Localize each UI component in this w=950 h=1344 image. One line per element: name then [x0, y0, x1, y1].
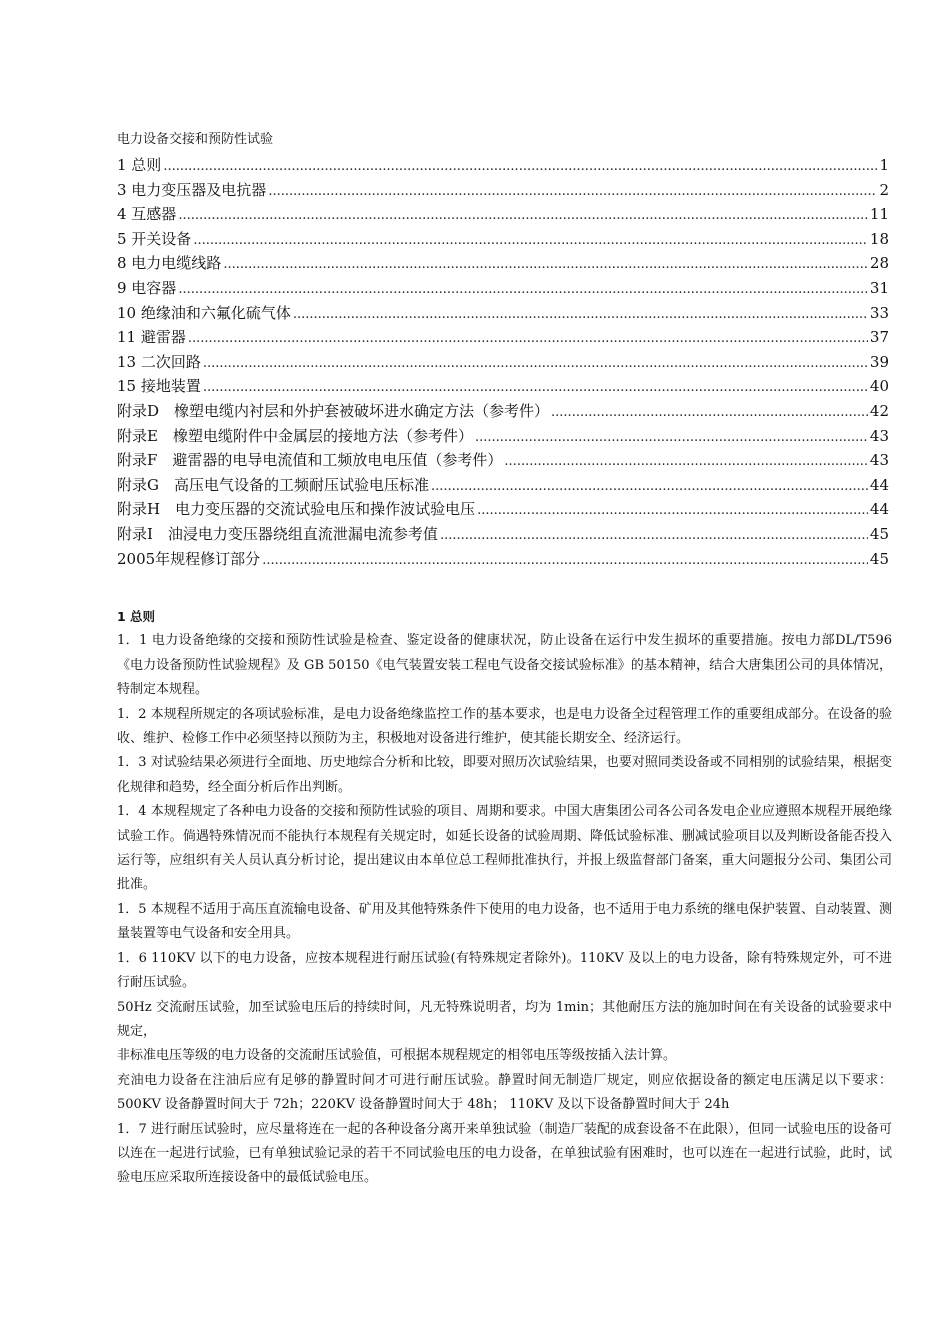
toc-entry[interactable]: [117, 178, 889, 203]
toc-entry[interactable]: [117, 350, 889, 375]
toc-entry-page: 43: [869, 451, 889, 470]
toc-entry-label: 附录F 避雷器的电导电流值和工频放电电压值（参考件）: [117, 451, 503, 470]
toc-entry-label: 3 电力变压器及电抗器: [117, 180, 267, 199]
document-title: 电力设备交接和预防性试验: [117, 132, 274, 147]
toc-leader-dots: [477, 499, 868, 523]
toc-entry-page: 44: [869, 500, 889, 519]
toc-entry-page: 43: [869, 426, 889, 445]
toc-leader-dots: [203, 352, 868, 376]
toc-entry-label: 8 电力电缆线路: [117, 254, 222, 273]
toc-entry[interactable]: [117, 325, 889, 350]
toc-leader-dots: [262, 549, 868, 573]
toc-entry[interactable]: [117, 547, 889, 572]
toc-entry-label: 附录I 油浸电力变压器绕组直流泄漏电流参考值: [117, 524, 438, 543]
toc-leader-dots: [178, 204, 868, 228]
toc-entry-page: 31: [869, 278, 889, 297]
body-paragraph: 非标准电压等级的电力设备的交流耐压试验值，可根据本规程规定的相邻电压等级按插入法计算。: [117, 1048, 677, 1064]
toc-entry-label: 15 接地装置: [117, 377, 201, 396]
toc-entry-label: 附录G 高压电气设备的工频耐压试验电压标准: [117, 475, 429, 494]
toc-entry-page: 11: [869, 205, 889, 224]
toc-leader-dots: [178, 278, 868, 302]
body-paragraph: 1．7 进行耐压试验时，应尽量将连在一起的各种设备分离开来单独试验（制造厂装配的成套设备不在此限），但同一试验电压的设备可以连在一起进行试验，已有单独试验记录的若干不同试验电压的电力设备，在单独试验有困难时，也可以连在一起进行试验，此时，试验电压应采取所连接设备中的最低试验电压。: [117, 1121, 892, 1186]
toc-entry[interactable]: [117, 202, 889, 227]
toc-leader-dots: [440, 524, 868, 548]
toc-entry-label: 10 绝缘油和六氟化硫气体: [117, 303, 291, 322]
section-body: [117, 605, 892, 1191]
toc-entry[interactable]: [117, 473, 889, 498]
toc-entry-page: 18: [869, 229, 889, 248]
toc-entry-page: 39: [869, 352, 889, 371]
toc-leader-dots: [293, 303, 868, 327]
body-paragraph: 1．3 对试验结果必须进行全面地、历史地综合分析和比较，即要对照历次试验结果，也要对照同类设备或不同相别的试验结果，根据变化规律和趋势，经全面分析后作出判断。: [117, 755, 892, 795]
toc-entry-page: 2: [879, 180, 889, 199]
toc-entry[interactable]: [117, 276, 889, 301]
body-paragraph: 1．1 电力设备绝缘的交接和预防性试验是检查、鉴定设备的健康状况，防止设备在运行中发生损坏的重要措施。按电力部DL/T596《电力设备预防性试验规程》及 GB 50150《电气装置安装工程电气设备交接试验标准》的基本精神，结合大唐集团公司的具体情况，特制定本规程。: [117, 633, 892, 698]
toc-entry-label: 附录H 电力变压器的交流试验电压和操作波试验电压: [117, 500, 476, 519]
toc-entry[interactable]: [117, 399, 889, 424]
table-of-contents: [117, 153, 889, 571]
toc-entry-label: 4 互感器: [117, 205, 177, 224]
toc-entry-page: 33: [869, 303, 889, 322]
toc-leader-dots: [188, 327, 868, 351]
toc-entry-page: 40: [869, 377, 889, 396]
paragraph-list: [117, 629, 892, 1190]
toc-entry-label: 1 总则: [117, 156, 162, 174]
toc-entry[interactable]: [117, 522, 889, 547]
body-paragraph: 1．6 110KV 以下的电力设备，应按本规程进行耐压试验(有特殊规定者除外)。110KV 及以上的电力设备，除有特殊规定外，可不进行耐压试验。: [117, 950, 892, 991]
toc-entry-page: 45: [869, 549, 889, 568]
body-paragraph: 1．4 本规程规定了各种电力设备的交接和预防性试验的项目、周期和要求。中国大唐集团公司各公司各发电企业应遵照本规程开展绝缘试验工作。倘遇特殊情况而不能执行本规程有关规定时，如延长设备的试验周期、降低试验标准、删减试验项目以及判断设备能否投入运行等，应组织有关人员认真分析讨论，提出建议由本单位总工程师批准执行，并报上级监督部门备案，重大问题报分公司、集团公司批准。: [117, 804, 892, 893]
toc-entry-label: 9 电容器: [117, 278, 177, 297]
toc-entry-page: 28: [869, 254, 889, 273]
toc-leader-dots: [504, 450, 867, 474]
toc-leader-dots: [431, 475, 868, 499]
toc-leader-dots: [163, 155, 877, 179]
toc-entry[interactable]: [117, 448, 889, 473]
toc-entry[interactable]: [117, 227, 889, 252]
toc-leader-dots: [203, 376, 868, 400]
toc-leader-dots: [268, 180, 877, 204]
toc-entry-label: 11 避雷器: [117, 328, 186, 347]
toc-entry-page: 45: [869, 524, 889, 543]
toc-entry-label: 5 开关设备: [117, 229, 192, 248]
toc-entry[interactable]: [117, 153, 889, 178]
toc-entry[interactable]: [117, 301, 889, 326]
toc-entry[interactable]: [117, 424, 889, 449]
toc-entry-label: 2005年规程修订部分: [117, 549, 261, 568]
toc-leader-dots: [193, 229, 868, 253]
body-paragraph: 充油电力设备在注油后应有足够的静置时间才可进行耐压试验。静置时间无制造厂规定，则应依据设备的额定电压满足以下要求： 500KV 设备静置时间大于 72h；220KV 设备静置时间大于 48h； 110KV 及以下设备静置时间大于 24h: [117, 1072, 892, 1113]
toc-entry-page: 1: [879, 156, 889, 174]
toc-leader-dots: [223, 253, 868, 277]
toc-entry-label: 附录E 橡塑电缆附件中金属层的接地方法（参考件）: [117, 426, 473, 445]
body-paragraph: 1．5 本规程不适用于高压直流输电设备、矿用及其他特殊条件下使用的电力设备，也不适用于电力系统的继电保护装置、自动装置、测量装置等电气设备和安全用具。: [117, 901, 892, 942]
section-heading: 1 总则: [117, 609, 156, 624]
body-paragraph: 50Hz 交流耐压试验，加至试验电压后的持续时间，凡无特殊说明者，均为 1min；其他耐压方法的施加时间在有关设备的试验要求中规定，: [117, 999, 892, 1039]
body-paragraph: 1．2 本规程所规定的各项试验标准，是电力设备绝缘监控工作的基本要求，也是电力设备全过程管理工作的重要组成部分。在设备的验收、维护、检修工作中必须坚持以预防为主，积极地对设备进行维护，使其能长期安全、经济运行。: [117, 706, 892, 747]
toc-leader-dots: [551, 401, 868, 425]
toc-entry-label: 13 二次回路: [117, 352, 201, 371]
toc-entry-page: 42: [869, 401, 889, 420]
toc-entry[interactable]: [117, 497, 889, 522]
toc-entry[interactable]: [117, 374, 889, 399]
toc-leader-dots: [475, 426, 868, 450]
toc-entry-label: 附录D 橡塑电缆内衬层和外护套被破坏进水确定方法（参考件）: [117, 401, 550, 420]
toc-entry-page: 37: [869, 328, 889, 347]
toc-entry-page: 44: [869, 475, 889, 494]
toc-entry[interactable]: [117, 251, 889, 276]
